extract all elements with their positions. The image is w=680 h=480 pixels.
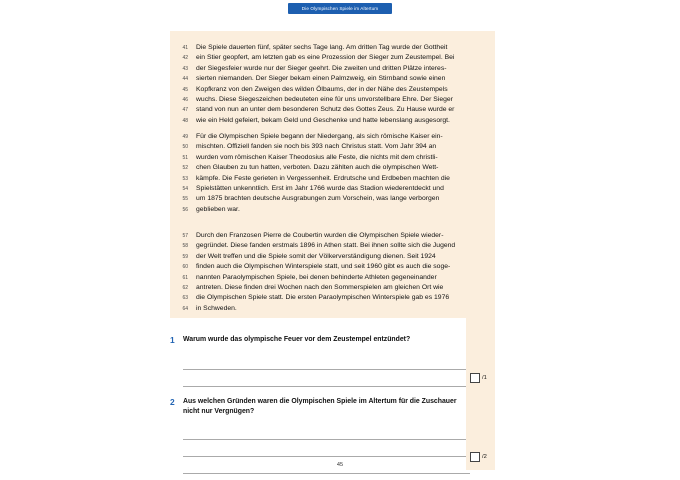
line-number: 45 (182, 86, 188, 93)
line-text: finden auch die Olympischen Winterspiele statt, und seit 1960 gibt es auch die soge- (196, 263, 451, 271)
line-number: 62 (182, 284, 188, 291)
line-text: wuchs. Diese Siegeszeichen bedeuteten eine für uns unvorstellbare Ehre. Der Sieger (196, 95, 453, 103)
line-text: Spielstätten unkenntlich. Erst im Jahr 1766 wurde das Stadion wiederentdeckt und (196, 184, 444, 192)
line-number: 43 (182, 65, 188, 72)
line-text: Die Spiele dauerten fünf, später sechs Tage lang. Am dritten Tag wurde der Gottheit (196, 44, 448, 51)
score-max-label: /2 (482, 454, 487, 460)
question-1-text: Warum wurde das olympische Feuer vor dem Zeustempel entzündet? (183, 336, 411, 343)
line-number: 64 (182, 305, 188, 312)
line-number: 63 (182, 295, 188, 302)
line-text: Kopfkranz von den Zweigen des wilden Ölbaums, der in der Nähe des Zeustempels (196, 85, 448, 93)
line-number: 41 (182, 45, 188, 51)
question-2-text: Aus welchen Gründen waren die Olympischen Spiele im Altertum für die Zuschauer nicht nur Vergnügen? (183, 398, 457, 416)
line-number: 52 (182, 165, 188, 172)
text-line (170, 194, 495, 204)
line-number: 51 (182, 154, 188, 161)
question-1-answer-area[interactable] (183, 353, 470, 387)
question-1 (170, 335, 470, 387)
score-checkbox[interactable] (470, 452, 480, 462)
question-1-header (170, 335, 470, 347)
line-text: chen Glauben zu tun hatten, verboten. Dazu zählten auch die olympischen Wett- (196, 164, 439, 172)
answer-line[interactable] (183, 370, 470, 387)
score-item-question-2 (470, 452, 487, 462)
paragraph-2 (170, 132, 495, 215)
line-number: 54 (182, 185, 188, 192)
answer-line[interactable] (183, 440, 470, 457)
question-1-number: 1 (170, 335, 175, 345)
score-item-question-1 (470, 373, 487, 383)
text-line (170, 53, 495, 63)
line-text: der Welt treffen und die Spiele somit der Völkerverständigung dienen. Seit 1924 (196, 252, 436, 260)
text-line (170, 43, 495, 53)
line-number: 55 (182, 196, 188, 203)
answer-line[interactable] (183, 353, 470, 370)
line-number: 50 (182, 144, 188, 151)
score-max-label: /1 (482, 375, 487, 381)
line-number: 57 (182, 233, 188, 239)
text-line (170, 153, 495, 163)
page-number: 45 (336, 462, 344, 468)
line-text: Durch den Franzosen Pierre de Coubertin wurden die Olympischen Spiele wieder- (196, 232, 444, 239)
line-text: gegründet. Diese fanden erstmals 1896 in Athen statt. Bei ihnen sollte sich die Jugend (196, 242, 456, 250)
line-text: antreten. Diese finden drei Wochen nach den Sommerspielen am gleichen Ort wie (196, 283, 444, 291)
line-number: 42 (182, 55, 188, 62)
line-text: geblieben war. (196, 205, 240, 213)
text-line (170, 163, 495, 173)
score-column (466, 318, 495, 470)
line-text: ein Stier geopfert, am letzten gab es eine Prozession der Sieger zum Zeustempel. Bei (196, 54, 455, 62)
line-text: wie ein Held gefeiert, bekam Geld und Geschenke und hatte lebenslang ausgesorgt. (196, 116, 450, 124)
text-line (170, 64, 495, 74)
text-line (170, 293, 495, 303)
line-number: 53 (182, 175, 188, 182)
text-line (170, 105, 495, 115)
line-text: Für die Olympischen Spiele begann der Niedergang, als sich römische Kaiser ein- (196, 133, 443, 140)
reading-passage (170, 31, 495, 318)
answer-line[interactable] (183, 423, 470, 440)
line-text: der Siegesfeier wurde nur der Sieger geehrt. Die zweiten und dritten Plätze interes- (196, 64, 447, 72)
text-line (170, 116, 495, 126)
line-number: 56 (182, 206, 188, 213)
line-text: sierten niemanden. Der Sieger bekam einen Palmzweig, ein Stirnband sowie einen (196, 75, 446, 83)
text-line (170, 283, 495, 293)
text-line (170, 85, 495, 95)
line-text: in Schweden. (196, 304, 237, 312)
text-line (170, 142, 495, 152)
text-line (170, 95, 495, 105)
text-line (170, 74, 495, 84)
line-text: nannten Paraolympischen Spiele, bei denen behinderte Athleten gegeneinander (196, 273, 437, 281)
text-line (170, 273, 495, 283)
line-text: die Olympischen Spiele statt. Die ersten Paraolympischen Winterspiele gab es 1976 (196, 294, 450, 302)
line-number: 59 (182, 253, 188, 260)
text-line (170, 241, 495, 251)
text-line (170, 231, 495, 241)
line-number: 46 (182, 96, 188, 103)
question-2-header (170, 397, 470, 417)
text-line (170, 262, 495, 272)
line-number: 48 (182, 117, 188, 124)
line-text: um 1875 brachten deutsche Ausgrabungen zum Vorschein, was lange verborgen (196, 195, 440, 203)
line-number: 49 (182, 134, 188, 140)
line-text: kämpfe. Die Feste gerieten in Vergessenheit. Erdrutsche und Erdbeben machten die (196, 174, 450, 182)
line-text: mischten. Offiziell fanden sie noch bis 393 nach Christus statt. Vom Jahr 394 an (196, 143, 437, 151)
text-line (170, 174, 495, 184)
line-text: stand von nun an unter dem besonderen Schutz des Gottes Zeus. Zu Hause wurde er (196, 106, 455, 114)
text-line (170, 205, 495, 215)
line-number: 58 (182, 243, 188, 250)
page-title: Die Olympischen Spiele im Altertum (288, 3, 392, 14)
line-text: wurden vom römischen Kaiser Theodosius alle Feste, die nichts mit dem christli- (196, 153, 438, 161)
score-checkbox[interactable] (470, 373, 480, 383)
question-2-number: 2 (170, 397, 175, 407)
line-number: 60 (182, 264, 188, 271)
text-line (170, 184, 495, 194)
paragraph-3 (170, 231, 495, 314)
line-number: 47 (182, 107, 188, 114)
line-number: 61 (182, 274, 188, 281)
text-line (170, 252, 495, 262)
line-number: 44 (182, 76, 188, 83)
text-line (170, 304, 495, 314)
text-line (170, 132, 495, 142)
questions-section (170, 335, 470, 474)
paragraph-1 (170, 43, 495, 126)
